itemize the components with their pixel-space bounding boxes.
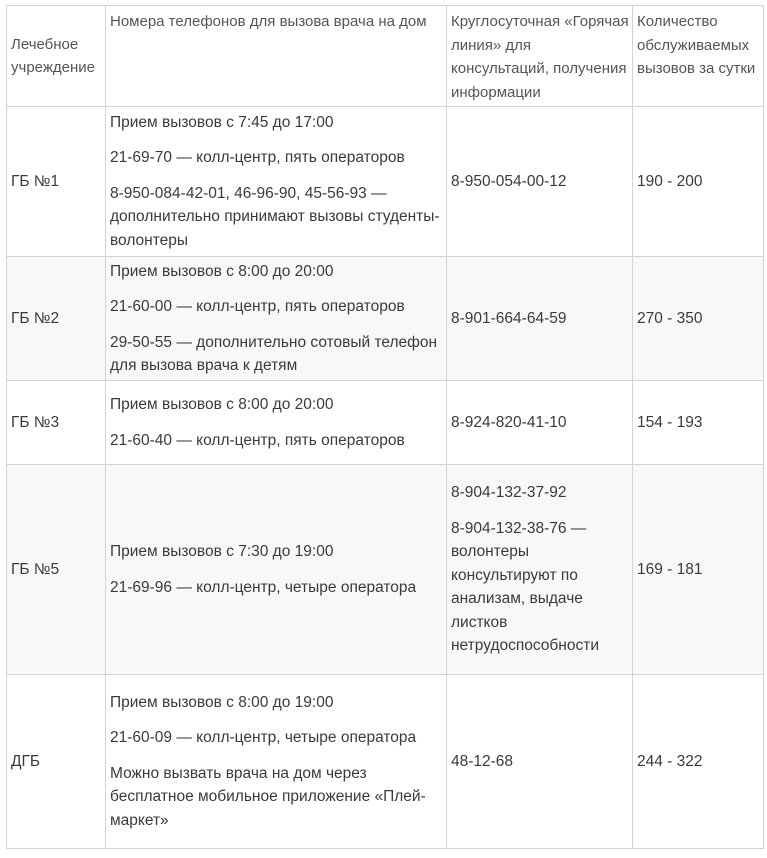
phones-line: 21-60-40 — колл-центр, пять операторов	[110, 431, 405, 449]
phones-line: 29-50-55 — дополнительно сотовый телефон для вызова врача к детям	[110, 333, 438, 374]
table-row	[7, 381, 764, 465]
phones-line: Прием вызовов с 8:00 до 20:00	[110, 396, 334, 413]
hospital-call-table	[6, 5, 764, 849]
institution-cell: ГБ №5	[7, 465, 106, 675]
institution-cell: ГБ №3	[7, 381, 106, 465]
phones-line: 21-69-70 — колл-центр, пять операторов	[110, 149, 405, 167]
header-institution: Лечебное учреждение	[7, 6, 106, 107]
hotline-line: 8-901-664-64-59	[451, 309, 567, 327]
phones-line: Можно вызвать врача на дом через бесплатное мобильное приложение «Плей-маркет»	[110, 764, 426, 829]
hotline-line: 8-924-820-41-10	[451, 413, 567, 431]
phones-line: 21-60-00 — колл-центр, пять операторов	[110, 298, 405, 315]
phones-cell	[106, 107, 447, 257]
hotline-cell	[447, 381, 633, 465]
phones-line: Прием вызовов с 7:45 до 17:00	[110, 113, 334, 131]
table-row	[7, 257, 764, 381]
table-header-row	[7, 6, 764, 107]
calls-count-cell: 154 - 193	[633, 381, 764, 465]
hotline-line: 8-904-132-38-76 — волонтеры консультируют по анализам, выдаче листков нетрудоспособности	[451, 519, 599, 655]
table-row	[7, 465, 764, 675]
phones-line: 21-69-96 — колл-центр, четыре оператора	[110, 578, 417, 596]
hotline-line: 48-12-68	[451, 752, 514, 770]
phones-cell	[106, 465, 447, 675]
hotline-cell	[447, 107, 633, 257]
phones-line: Прием вызовов с 8:00 до 19:00	[110, 693, 334, 711]
calls-count-cell: 169 - 181	[633, 465, 764, 675]
hotline-cell	[447, 465, 633, 675]
phones-line: 21-60-09 — колл-центр, четыре оператора	[110, 729, 417, 747]
phones-cell	[106, 675, 447, 849]
hotline-line: 8-904-132-37-92	[451, 484, 567, 502]
phones-line: 8-950-084-42-01, 46-96-90, 45-56-93 — дополнительно принимают вызовы студенты-волонтеры	[110, 184, 440, 249]
calls-count-cell: 190 - 200	[633, 107, 764, 257]
institution-cell: ГБ №2	[7, 257, 106, 381]
table-row	[7, 107, 764, 257]
phones-line: Прием вызовов с 8:00 до 20:00	[110, 262, 334, 280]
hotline-cell	[447, 257, 633, 381]
header-phones: Номера телефонов для вызова врача на дом	[106, 6, 447, 107]
header-hotline: Круглосуточная «Горячая линия» для консультаций, получения информации	[447, 6, 633, 107]
table-row	[7, 675, 764, 849]
phones-line: Прием вызовов с 7:30 до 19:00	[110, 543, 334, 560]
institution-cell: ДГБ	[7, 675, 106, 849]
header-calls-count: Количество обслуживаемых вызовов за сутки	[633, 6, 764, 107]
phones-cell	[106, 381, 447, 465]
hotline-cell	[447, 675, 633, 849]
calls-count-cell: 244 - 322	[633, 675, 764, 849]
phones-cell	[106, 257, 447, 381]
hotline-line: 8-950-054-00-12	[451, 172, 567, 190]
calls-count-cell: 270 - 350	[633, 257, 764, 381]
institution-cell: ГБ №1	[7, 107, 106, 257]
